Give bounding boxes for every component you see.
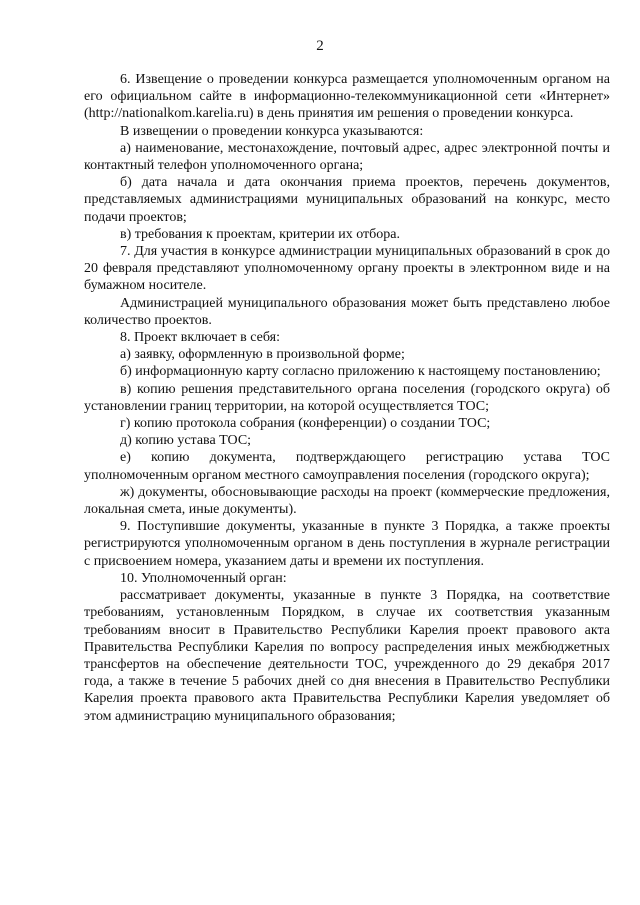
- paragraph-notice-b: б) дата начала и дата окончания приема проектов, перечень документов, представляемых администрациями муниципальных образований на конкурс, место подачи проектов;: [84, 175, 610, 225]
- paragraph-item-6: 6. Извещение о проведении конкурса размещается уполномоченным органом на его официальном сайте в информационно-телекоммуникационной сети «Интернет» (http://nationalkom.karelia.ru) в день принятия им решения о проведении конкурса.: [84, 72, 610, 122]
- paragraph-notice-c: в) требования к проектам, критерии их отбора.: [120, 226, 400, 242]
- paragraph-project-b: б) информационную карту согласно приложению к настоящему постановлению;: [120, 364, 601, 380]
- paragraph-project-count: Администрацией муниципального образования может быть представлено любое количество проектов.: [84, 295, 610, 328]
- paragraph-project-e: д) копию устава ТОС;: [120, 433, 252, 449]
- paragraph-project-g: ж) документы, обосновывающие расходы на проект (коммерческие предложения, локальная смета, иные документы).: [84, 484, 610, 518]
- paragraph-project-f: е) копию документа, подтверждающего регистрацию устава ТОС уполномоченным органом местного самоуправления поселения (городского округа);: [84, 450, 610, 483]
- paragraph-item-10: 10. Уполномоченный орган:: [120, 570, 287, 586]
- paragraph-project-d: г) копию протокола собрания (конференции) о создании ТОС;: [120, 416, 491, 432]
- document-body: [84, 71, 610, 725]
- paragraph-item-10-duties: рассматривает документы, указанные в пункте 3 Порядка, на соответствие требованиям, установленным Порядком, в случае их соответствия указанным требованиям вносит в Правительство Республики Карелия проект правового акта Правительства Республики Карелия по вопросу распределения иных межбюджетных трансфертов на обеспечение деятельности ТОС, учрежденного до 29 декабря 2017 года, а также в течение 5 рабочих дней со дня внесения в Правительство Республики Карелия проекта правового акта Правительства Республики Карелия уведомляет об этом администрацию муниципального образования;: [84, 588, 610, 724]
- page-number: 2: [316, 38, 324, 54]
- paragraph-item-7: 7. Для участия в конкурсе администрации муниципальных образований в срок до 20 февраля представляют уполномоченному органу проекты в электронном виде и на бумажном носителе.: [84, 244, 610, 294]
- paragraph-project-a: а) заявку, оформленную в произвольной форме;: [120, 347, 405, 363]
- paragraph-notice-a: а) наименование, местонахождение, почтовый адрес, адрес электронной почты и контактный телефон уполномоченного органа;: [84, 140, 610, 174]
- paragraph-notice-contents: В извещении о проведении конкурса указываются:: [120, 123, 424, 139]
- paragraph-project-c: в) копию решения представительного органа поселения (городского округа) об установлении границ территории, на которой осуществляется ТОС;: [84, 381, 610, 414]
- paragraph-item-9: 9. Поступившие документы, указанные в пункте 3 Порядка, а также проекты регистрируются уполномоченным органом в день поступления в журнале регистрации с присвоением номера, указанием даты и времени их поступления.: [84, 519, 610, 569]
- paragraph-item-8: 8. Проект включает в себя:: [120, 330, 280, 346]
